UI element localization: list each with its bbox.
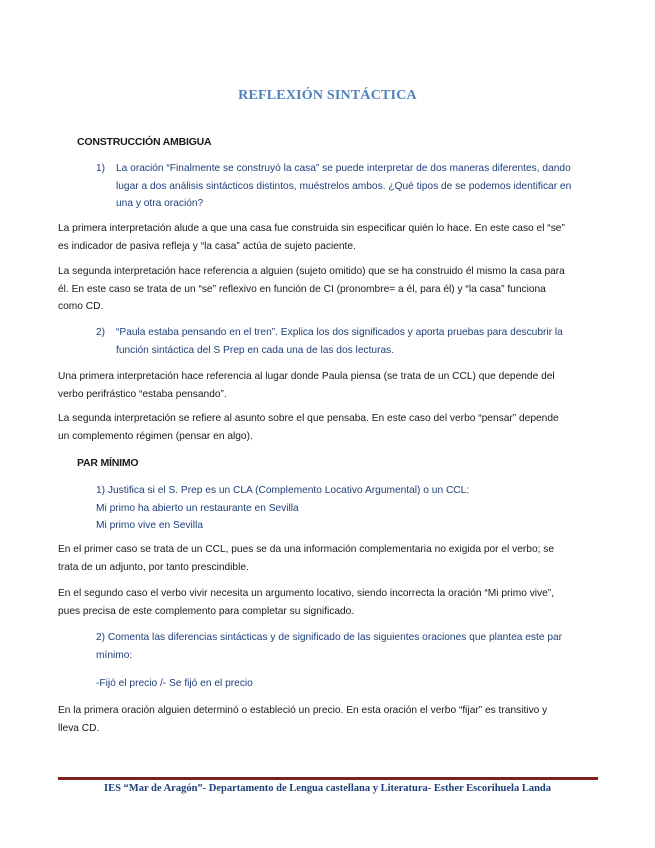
answer-paragraph-3 bbox=[58, 368, 588, 403]
question-4-line: mínimo: bbox=[96, 649, 133, 661]
question-1-line: lugar a dos análisis sintácticos distintos, muéstrelos ambos. ¿Qué tipos de se podemos identificar en bbox=[116, 180, 572, 192]
question-2 bbox=[96, 324, 596, 359]
question-2-number: 2) bbox=[96, 327, 106, 338]
answer-paragraph-1 bbox=[58, 220, 588, 255]
paragraph-line: es indicador de pasiva refleja y “la casa” actúa de sujeto paciente. bbox=[58, 240, 356, 252]
answer-paragraph-7 bbox=[58, 702, 588, 737]
question-5-line: -Fijó el precio /- Se fijó en el precio bbox=[96, 678, 253, 689]
paragraph-line: un complemento régimen (pensar en algo). bbox=[58, 430, 253, 442]
question-2-line: función sintáctica del S Prep en cada una de las dos lecturas. bbox=[116, 344, 395, 356]
section-heading-construccion-ambigua: CONSTRUCCIÓN AMBIGUA bbox=[77, 136, 212, 148]
paragraph-line: verbo perifrástico “estaba pensando”. bbox=[58, 388, 227, 400]
question-3 bbox=[96, 482, 596, 535]
answer-paragraph-2 bbox=[58, 263, 588, 316]
paragraph-line: como CD. bbox=[58, 301, 104, 312]
question-3-example: Mi primo vive en Sevilla bbox=[96, 520, 204, 531]
answer-paragraph-5 bbox=[58, 541, 588, 576]
page-footer: IES “Mar de Aragón”- Departamento de Lengua castellana y Literatura- Esther Escorihuela Landa bbox=[103, 783, 552, 794]
paragraph-line: trata de un adjunto, por tanto prescindible. bbox=[58, 561, 249, 573]
question-4-line: 2) Comenta las diferencias sintácticas y de significado de las siguientes oraciones que plantea este par bbox=[96, 632, 563, 643]
paragraph-line: La segunda interpretación se refiere al asunto sobre el que pensaba. En este caso del verbo “pensar” depende bbox=[58, 413, 559, 424]
question-4 bbox=[96, 629, 596, 664]
document-title: REFLEXIÓN SINTÁCTICA bbox=[238, 88, 417, 103]
question-5-sentences bbox=[96, 675, 596, 693]
question-1 bbox=[96, 160, 596, 213]
answer-paragraph-4 bbox=[58, 410, 588, 445]
paragraph-line: él. En este caso se trata de un “se” reflexivo en función de CI (pronombre= a él, para él) y “la casa” funciona bbox=[58, 283, 546, 295]
paragraph-line: En el primer caso se trata de un CCL, pues se da una información complementaria no exigida por el verbo; se bbox=[58, 544, 555, 555]
footer-divider bbox=[58, 777, 598, 780]
question-3-example: Mi primo ha abierto un restaurante en Sevilla bbox=[96, 502, 299, 514]
answer-paragraph-6 bbox=[58, 585, 588, 620]
question-3-line: 1) Justifica si el S. Prep es un CLA (Complemento Locativo Argumental) o un CCL: bbox=[96, 485, 470, 496]
paragraph-line: En la primera oración alguien determinó o estableció un precio. En esta oración el verbo “fijar” es transitivo y bbox=[58, 705, 548, 716]
paragraph-line: Una primera interpretación hace referencia al lugar donde Paula piensa (se trata de un CCL) que depende del bbox=[58, 371, 555, 382]
paragraph-line: En el segundo caso el verbo vivir necesita un argumento locativo, siendo incorrecta la oración “Mi primo vive”, bbox=[58, 588, 555, 599]
section-heading-par-minimo: PAR MÍNIMO bbox=[77, 457, 139, 469]
question-2-line: “Paula estaba pensando en el tren”. Explica los dos significados y aporta pruebas para descubrir la bbox=[116, 327, 563, 338]
paragraph-line: La primera interpretación alude a que una casa fue construida sin especificar quién lo hace. En este caso el “se” bbox=[58, 223, 565, 234]
question-1-line: una y otra oración? bbox=[116, 198, 204, 209]
question-1-line: La oración “Finalmente se construyó la casa” se puede interpretar de dos maneras diferentes, dando bbox=[116, 163, 571, 174]
paragraph-line: La segunda interpretación hace referencia a alguien (sujeto omitido) que se ha construido él mismo la casa para bbox=[58, 266, 565, 277]
paragraph-line: pues precisa de este complemento para completar su significado. bbox=[58, 605, 355, 617]
paragraph-line: lleva CD. bbox=[58, 722, 100, 734]
question-1-number: 1) bbox=[96, 163, 106, 174]
